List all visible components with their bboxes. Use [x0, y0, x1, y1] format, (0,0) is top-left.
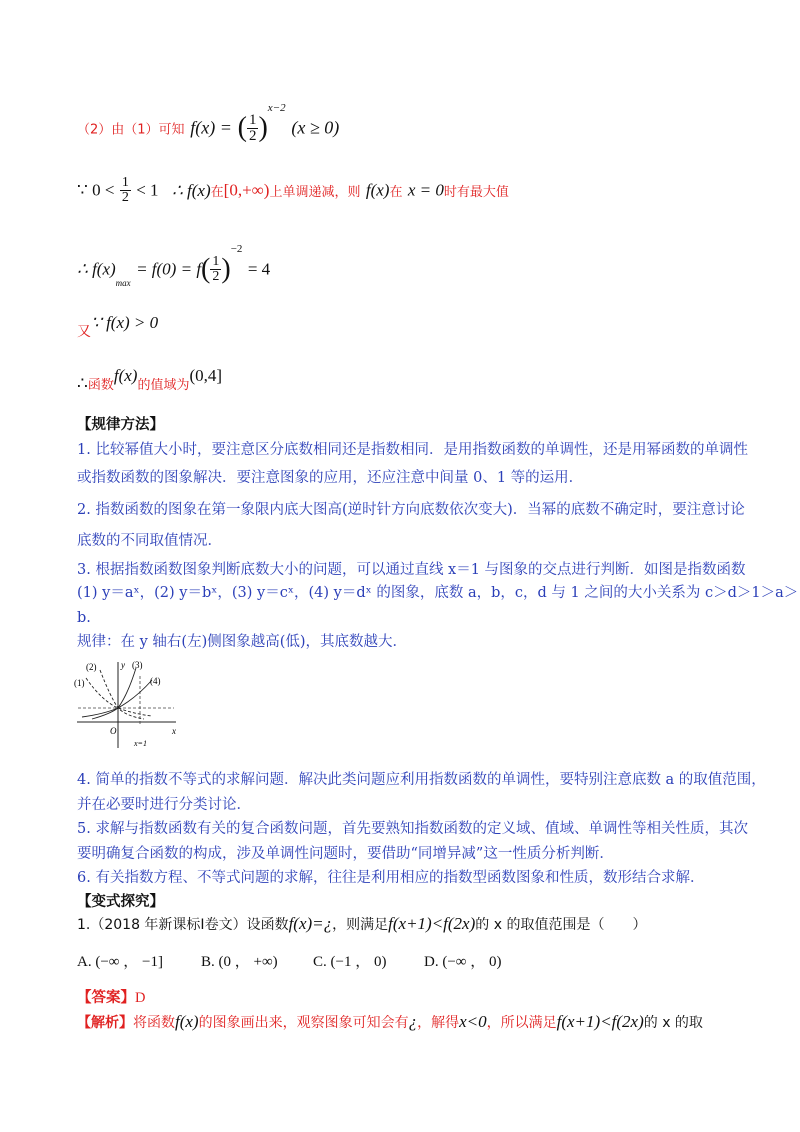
question-tail: 的 x 的取值范围是（ ） [475, 917, 647, 933]
rule-4b: 并在必要时进行分类讨论． [77, 797, 251, 813]
rule-2b: 底数的不同取值情况． [77, 533, 222, 549]
rule-5b: 要明确复合函数的构成，涉及单调性问题时，要借助“同增异减”这一性质分析判断． [77, 846, 614, 862]
rule-2a: 2. 指数函数的图象在第一象限内底大图高(逆时针方向底数依次变大)．当幂的底数不确定时，要注意讨论 [77, 502, 745, 518]
option-a: A. (−∞ ， −1] [77, 954, 163, 970]
rule-3a: 3. 根据指数函数图象判断底数大小的问题，可以通过直线 x＝1 与图象的交点进行判断．如图是指数函数 [77, 562, 746, 578]
paren-open: ( [201, 253, 211, 285]
line2-fraction [247, 113, 259, 144]
solution-line-also [77, 313, 159, 340]
curve-4 [82, 680, 152, 717]
since-max: 时有最大值 [443, 185, 509, 200]
label-x1: x=1 [134, 739, 147, 748]
analysis-line [77, 1012, 703, 1032]
question-fx: f(x)=¿ [288, 914, 333, 933]
analysis-t1: 将函数 [133, 1015, 175, 1031]
question-ineq: f(x+1)<f(2x) [388, 914, 476, 933]
rule-5a: 5. 求解与指数函数有关的复合函数问题，首先要熟知指数函数的定义域、值域、单调性等相关性质，其次 [77, 821, 748, 837]
range-therefore: ∴ [77, 374, 88, 393]
paren-open: ( [237, 112, 247, 143]
answer-label: 【答案】 [77, 990, 135, 1006]
also-expr: ∵ f(x) > 0 [91, 313, 159, 332]
label-2: (2) [86, 662, 97, 672]
analysis-label: 【解析】 [77, 1015, 133, 1031]
line2-fx: f(x) = [190, 117, 232, 138]
since-x0: x = 0 [407, 180, 444, 200]
analysis-t2: 的图象画出来，观察图象可知会有 [198, 1015, 409, 1031]
rule-3c: b. [77, 610, 91, 626]
option-c: C. (−1 ， 0) [313, 954, 387, 970]
solution-line-max [77, 243, 270, 288]
label-y: y [121, 660, 125, 670]
frac-num: 1 [121, 175, 129, 190]
max-fraction [210, 255, 221, 284]
frac-den: 2 [121, 190, 129, 205]
since-dec: 上单调递减，则 [269, 185, 361, 200]
label-4: (4) [150, 676, 161, 686]
analysis-ineq: f(x+1)<f(2x) [556, 1012, 644, 1031]
option-d: D. (−∞ ， 0) [424, 954, 502, 970]
curve-1 [86, 678, 152, 716]
line2-exp: x−2 [267, 102, 286, 114]
line2-cond: (x ≥ 0) [291, 117, 340, 138]
since-interval: [0,+∞) [223, 180, 270, 200]
paren-close: ) [221, 253, 231, 285]
since-therefore-fx: ∴ f(x) [171, 180, 211, 200]
rules-heading: 【规律方法】 [77, 417, 164, 433]
label-3: (3) [132, 660, 143, 670]
max-mid: = f(0) = f [136, 259, 202, 279]
question-line [77, 914, 646, 934]
line2-prefix: （2）由（1）可知 [77, 122, 185, 138]
paren-close: ) [258, 112, 268, 143]
label-x: x [172, 726, 176, 736]
variant-heading: 【变式探究】 [77, 894, 164, 910]
also-you: 又 [77, 324, 91, 340]
max-lhs: ∴ f(x) [77, 259, 116, 279]
since-zai1: 在 [210, 185, 224, 200]
answer-value: D [135, 990, 146, 1006]
rule-1a: 1. 比较幂值大小时，要注意区分底数相同还是指数相同．是用指数函数的单调性，还是用幂函数的单调性 [77, 442, 748, 458]
analysis-fx: f(x) [175, 1012, 199, 1031]
solution-line-since [77, 176, 509, 205]
label-origin: O [110, 726, 117, 736]
max-exp: −2 [230, 243, 243, 255]
since-lt1: < 1 [136, 180, 159, 200]
frac-den: 2 [248, 127, 257, 144]
analysis-x0: x<0 [459, 1012, 487, 1031]
rule-4a: 4. 简单的指数不等式的求解问题．解决此类问题应利用指数函数的单调性，要特别注意底数 a 的取值范围， [77, 772, 766, 788]
since-fraction [120, 176, 131, 205]
frac-num: 1 [248, 111, 257, 128]
since-fx2: f(x) [365, 180, 390, 200]
analysis-t3: ，解得 [417, 1015, 460, 1031]
max-rhs: = 4 [247, 259, 271, 279]
frac-num: 1 [212, 254, 220, 269]
range-fx: f(x) [113, 366, 138, 385]
range-hanshu: 函数 [87, 378, 114, 393]
question-num: 1.（2018 年新课标Ⅰ卷文）设函数 [77, 917, 289, 933]
analysis-q: ¿ [408, 1012, 418, 1031]
answer-line [77, 986, 145, 1007]
question-cond: ，则满足 [332, 917, 389, 933]
rule-6: 6. 有关指数方程、不等式问题的求解，往往是利用相应的指数型函数图象和性质，数形结合求解． [77, 870, 705, 886]
solution-line-range [77, 366, 223, 393]
exponential-graphs-figure [72, 656, 182, 752]
label-1: (1) [74, 678, 85, 688]
since-zai2: 在 [389, 185, 403, 200]
rule-1b: 或指数函数的图象解决．要注意图象的应用，还应注意中间量 0、1 等的运用． [77, 470, 584, 486]
range-zhiyu: 的值域为 [137, 378, 190, 393]
analysis-t4: ，所以满足 [486, 1015, 557, 1031]
frac-den: 2 [212, 269, 220, 284]
option-b: B. (0 ， +∞) [201, 954, 278, 970]
analysis-t5: 的 x 的取 [643, 1015, 703, 1031]
max-sub: max [115, 278, 131, 288]
rule-3b: (1) y＝aˣ，(2) y＝bˣ，(3) y＝cˣ，(4) y＝dˣ 的图象，底数 a，b，c，d 与 1 之间的大小关系为 c＞d＞1＞a＞ [77, 585, 799, 601]
solution-line-2 [77, 102, 339, 146]
rule-3d: 规律：在 y 轴右(左)侧图象越高(低)，其底数越大． [77, 634, 408, 650]
range-interval: (0,4] [189, 366, 223, 385]
since-because: ∵ 0 < [77, 180, 115, 200]
